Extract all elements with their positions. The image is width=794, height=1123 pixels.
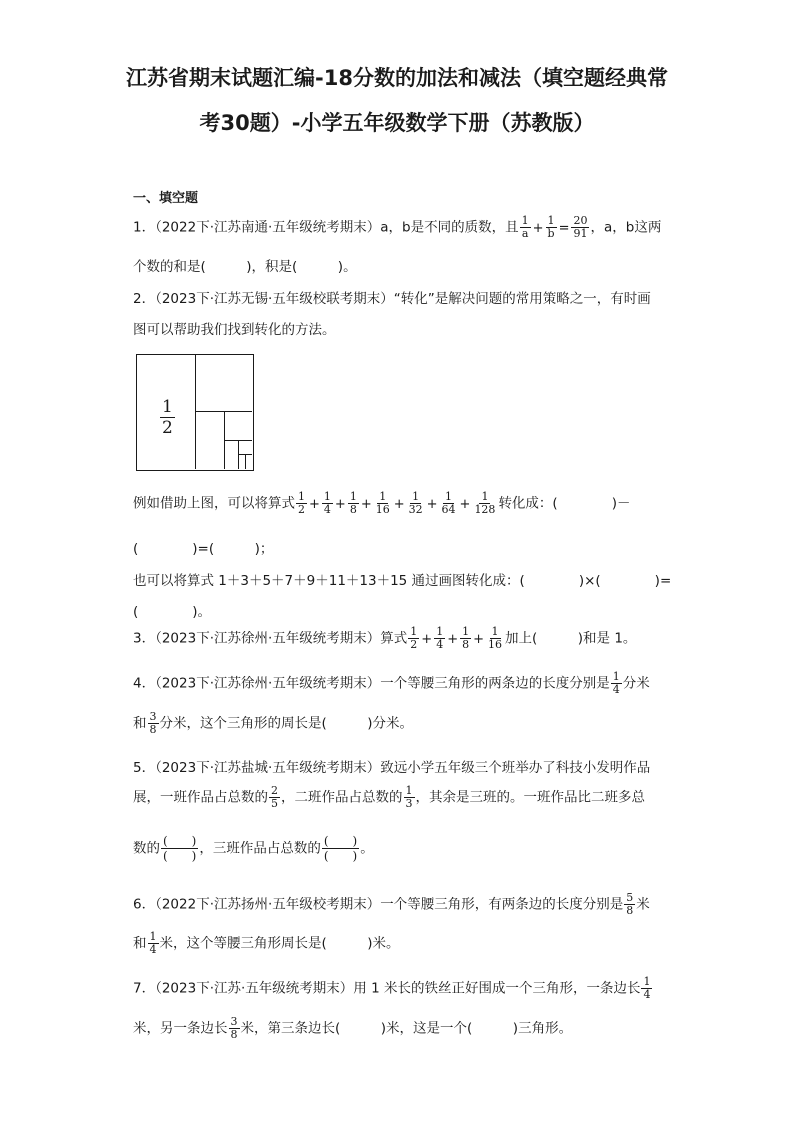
q2-frac-4: $\frac{1}{4}$: [323, 490, 331, 516]
q2-line2: 图可以帮助我们找到转化的方法。: [133, 322, 336, 338]
q1-line2: 个数的和是( )，积是( )。: [133, 259, 357, 275]
q2-frac-16: $\frac{1}{16}$: [375, 490, 390, 516]
q1-frac-1b: $\frac{1}{b}$: [547, 214, 555, 240]
doc-title-line2: 考30题）-小学五年级数学下册（苏教版）: [199, 111, 595, 135]
q6-line2: 和 $\frac{1}{4}$ 米，这个等腰三角形周长是( )米。: [133, 930, 400, 956]
q7-line1: 7．（2023下·江苏·五年级统考期末）用 1 米长的铁丝正好围成一个三角形，一条边长 $\frac{1}{4}$: [133, 975, 651, 1001]
q5-line1: 5．（2023下·江苏盐城·五年级统考期末）致远小学五年级三个班举办了科技小发明作品: [133, 760, 651, 776]
q5-blank-fraction-2: $\frac{( )}{( )}$: [323, 834, 358, 863]
q4-line1: 4．（2023下·江苏徐州·五年级统考期末）一个等腰三角形的两条边的长度分别是 $\frac{1}{4}$ 分米: [133, 670, 650, 696]
q3-frac-4: $\frac{1}{4}$: [436, 625, 444, 651]
q5-frac-1-3: $\frac{1}{3}$: [405, 784, 413, 810]
q2-line5: 也可以将算式 1＋3＋5＋7＋9＋11＋13＋15 通过画图转化成：( )×( )=: [133, 573, 672, 589]
q2-frac-32: $\frac{1}{32}$: [408, 490, 423, 516]
q1-suffix: ，a，b这两: [590, 219, 662, 236]
q2-frac-128: $\frac{1}{128}$: [474, 490, 496, 516]
q6-frac-1-4: $\frac{1}{4}$: [149, 930, 157, 956]
q2-line1: 2．（2023下·江苏无锡·五年级校联考期末）“转化”是解决问题的常用策略之一，有时画: [133, 291, 651, 307]
q5-blank-fraction-1: $\frac{( )}{( )}$: [163, 834, 197, 863]
q2-frac-64: $\frac{1}{64}$: [441, 490, 456, 516]
q1-frac-1a: $\frac{1}{a}$: [521, 214, 529, 240]
q7-frac-1-4: $\frac{1}{4}$: [643, 975, 651, 1001]
q2-line6: ( )。: [133, 604, 212, 620]
q3-line: 3．（2023下·江苏徐州·五年级统考期末）算式 $\frac{1}{2}$ + $\frac{1}{4}$ + $\frac{1}{8}$ + $\frac{1}{16}$ 加上( )和是 1。: [133, 625, 637, 651]
q6-frac-5-8: $\frac{5}{8}$: [626, 891, 634, 917]
q3-frac-2: $\frac{1}{2}$: [410, 625, 418, 651]
q4-frac-3-8: $\frac{3}{8}$: [149, 710, 157, 736]
q6-line1: 6．（2022下·江苏扬州·五年级校考期末）一个等腰三角形，有两条边的长度分别是 $\frac{5}{8}$ 米: [133, 891, 650, 917]
diagram-half-label: $\frac{1}{2}$: [162, 397, 173, 438]
q3-frac-8: $\frac{1}{8}$: [462, 625, 470, 651]
q7-frac-3-8: $\frac{3}{8}$: [230, 1015, 238, 1041]
q3-frac-16: $\frac{1}{16}$: [488, 625, 502, 651]
q5-line2: 展，一班作品占总数的 $\frac{2}{5}$ ，二班作品占总数的 $\frac{1}{3}$ ，其余是三班的。一班作品比二班多总: [133, 784, 645, 810]
q1-line1: 1．（2022下·江苏南通·五年级统考期末）a，b是不同的质数，且 $\frac{1}{a}$ + $\frac{1}{b}$ = $\frac{20}{91}$ ，a，b这两: [133, 214, 662, 240]
doc-title-line1: 江苏省期末试题汇编-18分数的加法和减法（填空题经典常: [126, 66, 668, 90]
q1-frac-20-91: $\frac{20}{91}$: [573, 214, 588, 240]
q2-frac-8: $\frac{1}{8}$: [349, 490, 357, 516]
q5-frac-2-5: $\frac{2}{5}$: [271, 784, 278, 810]
q7-line2: 米，另一条边长 $\frac{3}{8}$ 米，第三条边长( )米，这是一个( )三角形。: [133, 1015, 573, 1041]
q1-prefix: 1．（2022下·江苏南通·五年级统考期末）a，b是不同的质数，且: [133, 219, 519, 236]
q4-frac-1-4: $\frac{1}{4}$: [612, 670, 620, 696]
section-heading: 一、填空题: [133, 191, 199, 206]
half-square-diagram: [136, 354, 254, 471]
q2-frac-2: $\frac{1}{2}$: [298, 490, 305, 516]
q2-line4: ( )=( )；: [133, 541, 274, 557]
q5-line3: 数的 $\frac{( )}{( )}$ ，三班作品占总数的 $\frac{( )}{( )}$ 。: [133, 834, 374, 863]
q4-line2: 和 $\frac{3}{8}$ 分米，这个三角形的周长是( )分米。: [133, 710, 414, 736]
q2-expression-line: 例如借助上图，可以将算式 $\frac{1}{2}$ + $\frac{1}{4}$ + $\frac{1}{8}$ + $\frac{1}{16}$ + $\frac{1}{32}$ + $\frac{1}{64}$ + $\frac{1}{128}$ 转化成：( )－: [133, 490, 631, 516]
